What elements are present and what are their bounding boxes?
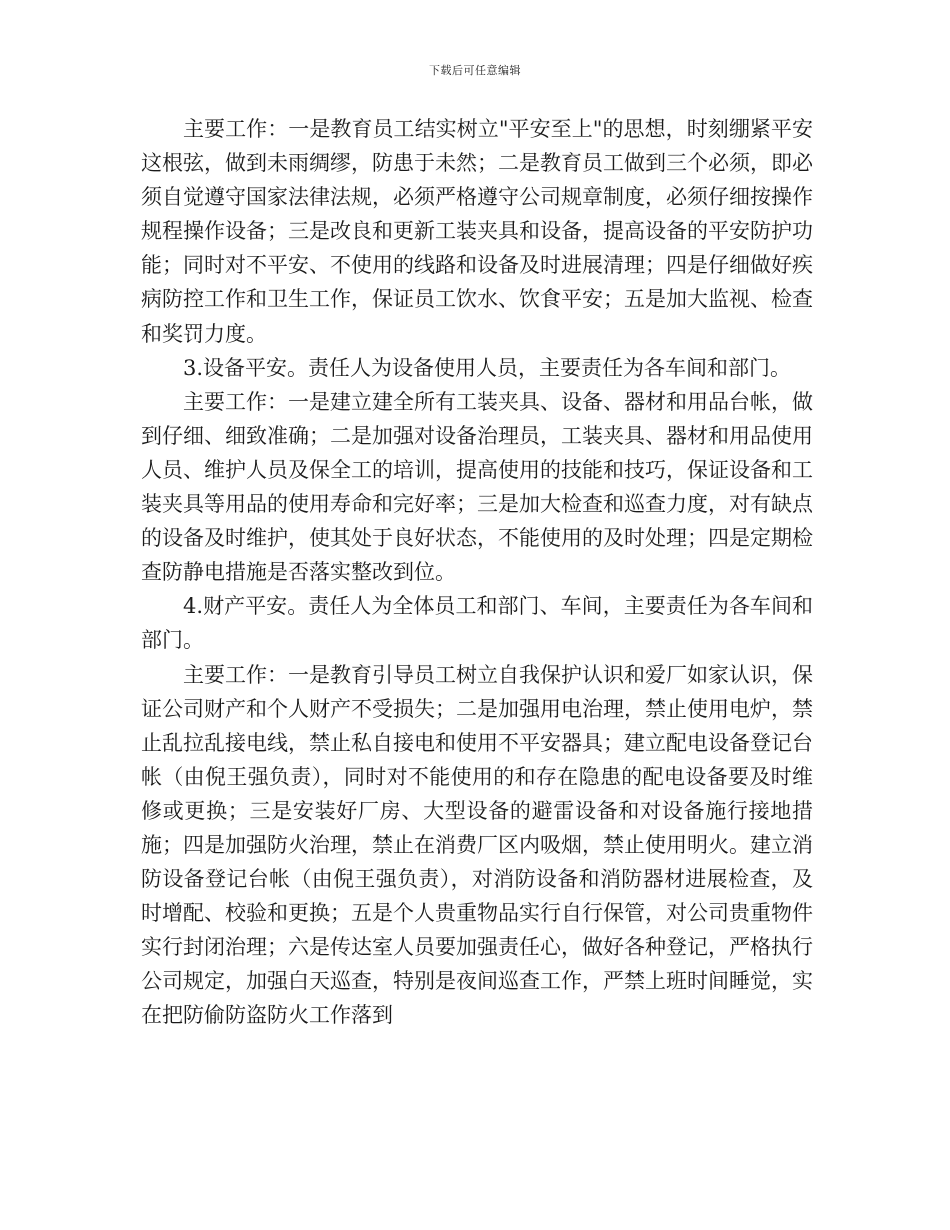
paragraph-main-work-2: 主要工作：一是建立建全所有工装夹具、设备、器材和用品台帐，做到仔细、细致准确；二是加强对设备治理员，工装夹具、器材和用品使用人员、维护人员及保全工的培训，提高使用的技能和技巧，保证设备和工装夹具等用品的使用寿命和完好率；三是加大检查和巡查力度，对有缺点的设备及时维护，使其处于良好状态，不能使用的及时处理；四是定期检查防静电措施是否落实整改到位。	[141, 389, 813, 585]
paragraph-equipment-safety: 3.设备平安。责任人为设备使用人员，主要责任为各车间和部门。	[183, 355, 792, 380]
paragraph-main-work-3: 主要工作：一是教育引导员工树立自我保护认识和爱厂如家认识，保证公司财产和个人财产不受损失；二是加强用电治理，禁止使用电炉，禁止乱拉乱接电线，禁止私自接电和使用不平安器具；建立配电设备登记台帐（由倪王强负责），同时对不能使用的和存在隐患的配电设备要及时维修或更换；三是安装好厂房、大型设备的避雷设备和对设备施行接地措施；四是加强防火治理，禁止在消费厂区内吸烟，禁止使用明火。建立消防设备登记台帐（由倪王强负责），对消防设备和消防器材进展检查，及时增配、校验和更换；五是个人贵重物品实行自行保管，对公司贵重物件实行封闭治理；六是传达室人员要加强责任心，做好各种登记，严格执行公司规定，加强白天巡查，特别是夜间巡查工作，严禁上班时间睡觉，实在把防偷防盗防火工作落到	[141, 662, 813, 1028]
document-body	[141, 112, 813, 1033]
paragraph-main-work-1: 主要工作：一是教育员工结实树立"平安至上"的思想，时刻绷紧平安这根弦，做到未雨绸缪，防患于未然；二是教育员工做到三个必须，即必须自觉遵守国家法律法规，必须严格遵守公司规章制度，必须仔细按操作规程操作设备；三是改良和更新工装夹具和设备，提高设备的平安防护功能；同时对不平安、不使用的线路和设备及时进展清理；四是仔细做好疾病防控工作和卫生工作，保证员工饮水、饮食平安；五是加大监视、检查和奖罚力度。	[141, 117, 813, 346]
paragraph-property-safety: 4.财产平安。责任人为全体员工和部门、车间，主要责任为各车间和部门。	[141, 594, 813, 653]
page-header: 下载后可任意编辑	[429, 64, 521, 77]
